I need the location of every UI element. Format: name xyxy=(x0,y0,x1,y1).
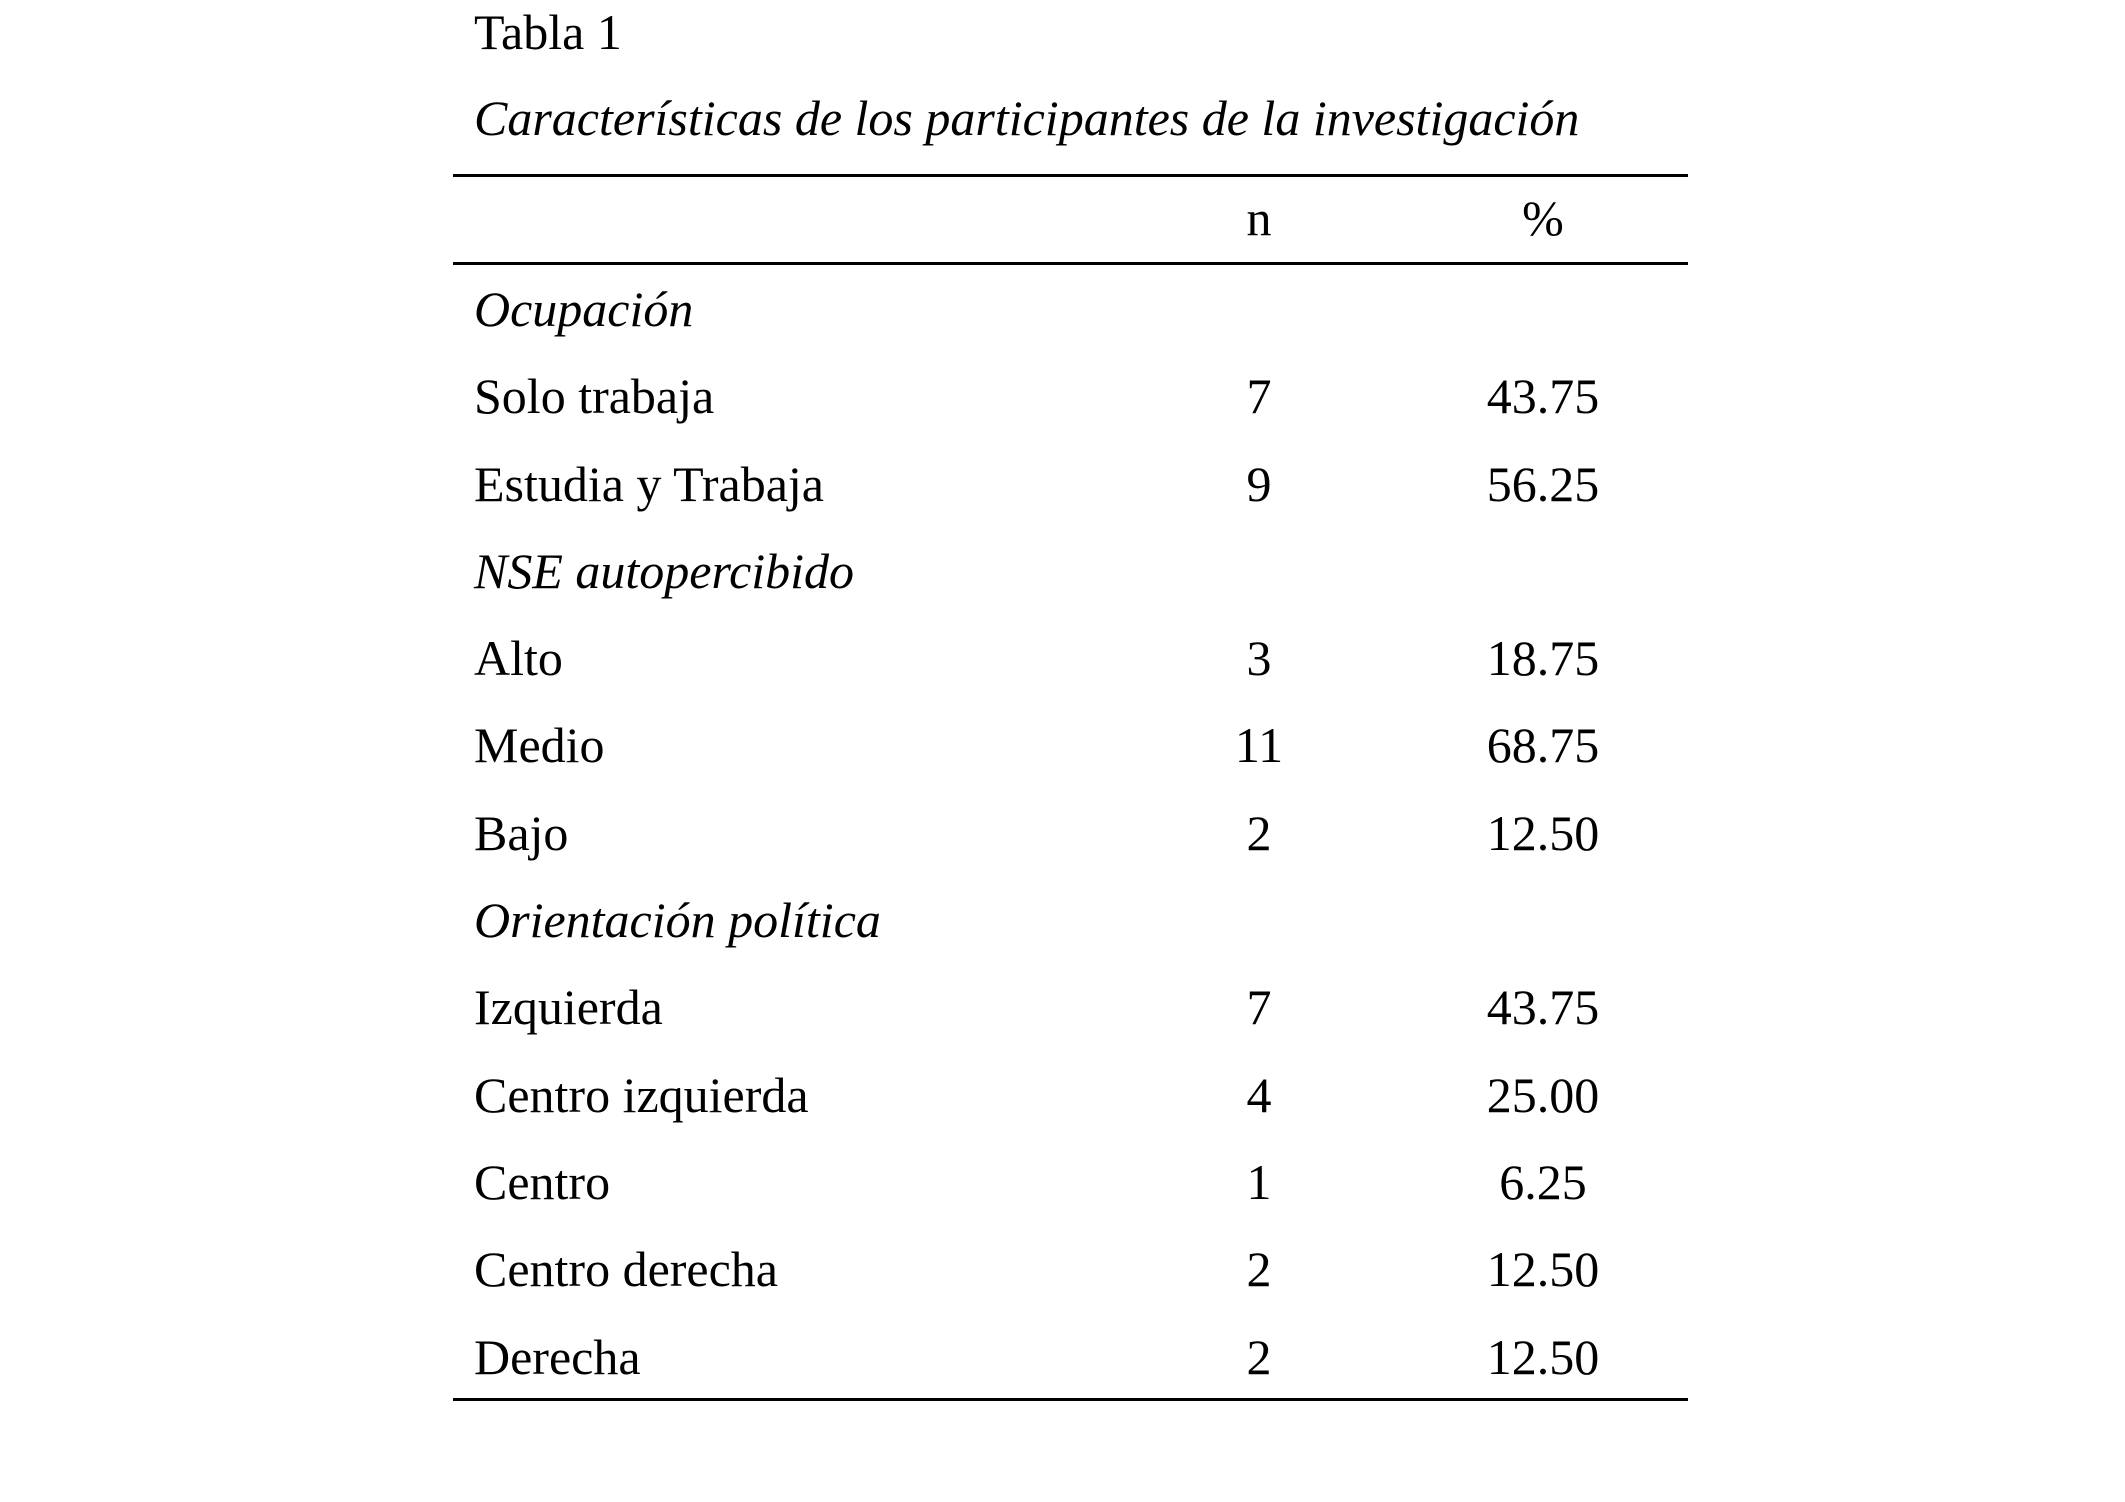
table-row xyxy=(453,1225,1688,1312)
row-percent: 68.75 xyxy=(1486,717,1600,774)
table-row xyxy=(453,789,1688,876)
row-label: Derecha xyxy=(474,1328,641,1385)
row-label: Bajo xyxy=(474,804,569,861)
row-label: Centro izquierda xyxy=(474,1066,809,1123)
row-n: 2 xyxy=(1246,804,1272,861)
row-label: Solo trabaja xyxy=(474,368,715,425)
table-row xyxy=(453,1051,1688,1138)
table-row xyxy=(453,1138,1688,1225)
row-n: 11 xyxy=(1234,717,1284,774)
row-n: 4 xyxy=(1246,1066,1272,1123)
section-title-row xyxy=(453,265,1688,352)
row-label: Izquierda xyxy=(474,979,663,1036)
row-n: 7 xyxy=(1246,979,1272,1036)
row-percent: 43.75 xyxy=(1486,979,1600,1036)
section-title-row xyxy=(453,527,1688,614)
row-n: 2 xyxy=(1246,1328,1272,1385)
row-n: 2 xyxy=(1246,1241,1272,1298)
table-caption: Características de los participantes de la investigación xyxy=(474,90,1580,146)
section-title-row xyxy=(453,876,1688,963)
table-row xyxy=(453,352,1688,439)
row-percent: 6.25 xyxy=(1499,1153,1587,1210)
row-label: Medio xyxy=(474,717,605,774)
row-label: Centro xyxy=(474,1153,611,1210)
row-n: 9 xyxy=(1246,455,1272,512)
header-n: n xyxy=(1246,190,1272,246)
row-n: 1 xyxy=(1246,1153,1272,1210)
table-row xyxy=(453,963,1688,1050)
section-title: Orientación política xyxy=(474,892,881,949)
row-n: 7 xyxy=(1246,368,1272,425)
participants-table xyxy=(453,177,1688,1397)
header-percent: % xyxy=(1522,190,1564,246)
row-percent: 12.50 xyxy=(1486,1328,1600,1385)
table-body xyxy=(453,265,1688,1400)
row-percent: 12.50 xyxy=(1486,1241,1600,1298)
table-header-row xyxy=(453,177,1688,262)
row-n: 3 xyxy=(1246,630,1272,687)
table-row xyxy=(453,614,1688,701)
table-row xyxy=(453,440,1688,527)
row-label: Centro derecha xyxy=(474,1241,779,1298)
row-label: Alto xyxy=(474,630,563,687)
row-percent: 18.75 xyxy=(1486,630,1600,687)
section-title: NSE autopercibido xyxy=(474,542,855,599)
table-row xyxy=(453,701,1688,788)
row-label: Estudia y Trabaja xyxy=(474,455,824,512)
table-row xyxy=(453,1313,1688,1400)
section-title: Ocupación xyxy=(474,281,694,337)
row-percent: 43.75 xyxy=(1486,368,1600,425)
table-number: Tabla 1 xyxy=(474,4,622,60)
row-percent: 12.50 xyxy=(1486,804,1600,861)
row-percent: 56.25 xyxy=(1486,455,1600,512)
row-percent: 25.00 xyxy=(1486,1066,1600,1123)
